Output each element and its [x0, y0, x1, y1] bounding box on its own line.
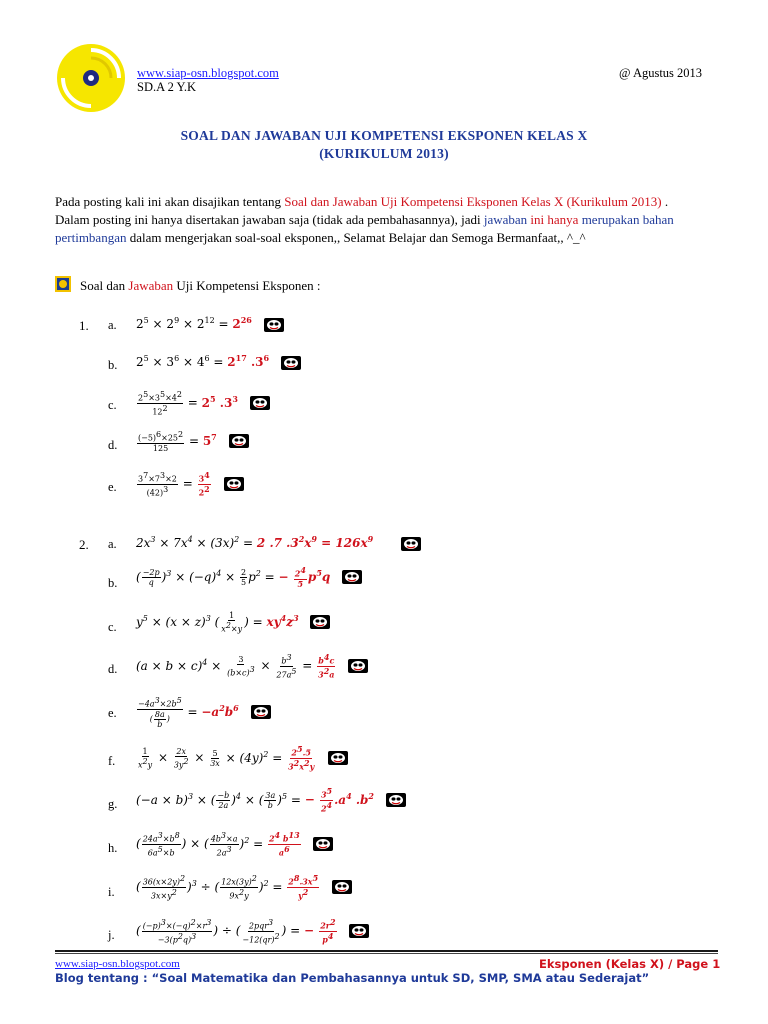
- smiley-icon: [349, 924, 369, 938]
- header-date: @ Agustus 2013: [619, 66, 703, 80]
- item-label: b.: [108, 576, 118, 590]
- section-heading-prefix: Soal dan: [80, 278, 129, 293]
- smiley-icon: [348, 659, 368, 673]
- problem-1e: $\frac{3^7\times 7^3\times 2}{(42)^3}$ = $\frac{3^4}{2^2}$: [136, 471, 244, 497]
- problem-2j: ( $\frac{(-p)^3\times(-q)^2\times r^3}{-3(p^2q)^3}$ ) ÷ ( $\frac{2pqr^3}{-12(qr)^2}$ ) = − $\frac{2r^2}{p^4}$: [136, 918, 369, 944]
- intro-highlight-link[interactable]: Soal dan Jawaban Uji Kompetensi Eksponen Kelas X (Kurikulum 2013): [284, 194, 662, 209]
- smiley-icon: [342, 570, 362, 584]
- item-label: b.: [108, 358, 118, 372]
- item-label: d.: [108, 438, 118, 452]
- smiley-icon: [264, 318, 284, 332]
- problem-number-1: 1.: [79, 318, 89, 333]
- intro-paragraph: [55, 193, 725, 247]
- item-label: d.: [108, 662, 118, 676]
- item-label: g.: [108, 797, 118, 811]
- problem-1a: $2^5 \times 2^9 \times 2^{12} = 2^{26}$: [136, 315, 284, 332]
- problem-2e: $-4a^3\times 2b^5$ ( $\frac{8a}{b}$ ) = $-a^2b^6$: [136, 696, 271, 729]
- item-label: c.: [108, 620, 117, 634]
- problem-2f: $\frac{1}{x^2y}$ × $\frac{2x}{3y^2}$ × $\frac{5}{3x}$ × $(4y)^2$ = $\frac{2^5.5}{3^2x^2y}$: [136, 745, 348, 771]
- smiley-icon: [332, 880, 352, 894]
- footer-website-link[interactable]: www.siap-osn.blogspot.com: [55, 958, 180, 970]
- smiley-icon: [386, 793, 406, 807]
- item-label: a.: [108, 537, 117, 551]
- intro-blue-1: jawaban: [483, 212, 528, 227]
- footer-divider-thin: [55, 953, 718, 954]
- problem-2h: ( $\frac{24a^3\times b^8}{6a^5\times b}$ ) × ( $\frac{4b^3\times a}{2a^3}$ )$^2$ = $\frac{2^4 b^{13}}{a^6}$: [136, 831, 333, 857]
- footer-blog-text: Blog tentang : “Soal Matematika dan Pembahasannya untuk SD, SMP, SMA atau Sederajat”: [55, 971, 650, 985]
- item-label: h.: [108, 841, 118, 855]
- item-label: e.: [108, 480, 117, 494]
- smiley-icon: [281, 356, 301, 370]
- problem-2i: ( $\frac{36(x\times 2y)^2}{3x\times y^2}$ )$^3$ ÷ ( $\frac{12x(3y)^2}{9x^2y}$ )$^2$ = $\frac{2^8.3x^5}{y^2}$: [136, 874, 352, 900]
- section-heading: [80, 278, 320, 294]
- section-heading-suffix: Uji Kompetensi Eksponen :: [173, 278, 321, 293]
- header-author: SD.A 2 Y.K: [137, 80, 197, 94]
- bullet-icon: [55, 276, 71, 292]
- item-label: j.: [108, 928, 115, 942]
- smiley-icon: [310, 615, 330, 629]
- problem-1d: $\frac{(-5)^6\times 25^2}{125}$ = $5^7$: [136, 430, 249, 453]
- section-heading-highlight: Jawaban: [128, 278, 174, 293]
- page-title: SOAL DAN JAWABAN UJI KOMPETENSI EKSPONEN KELAS X: [180, 128, 588, 143]
- problem-2d: $(a \times b \times c)^4$ × $\frac{3}{(b\times c)^3}$ × $\frac{b^3}{27a^5}$ = $\frac{b^4c}{3^2a}$: [136, 653, 368, 679]
- intro-text-end: .: [661, 194, 669, 209]
- smiley-icon: [251, 705, 271, 719]
- intro-text: Pada posting kali ini akan disajikan tentang: [55, 194, 285, 209]
- smiley-icon: [401, 537, 421, 551]
- footer-divider: [55, 950, 718, 952]
- item-label: c.: [108, 398, 117, 412]
- problem-2c: $y^5 \times (x \times z)^3$ ( $\frac{1}{x^2\times y}$ ) = $xy^4z^3$: [136, 611, 330, 634]
- problem-1b: $2^5 \times 3^6 \times 4^6 = 2^{17}$ $.3^6$: [136, 353, 301, 370]
- page-subtitle: (KURIKULUM 2013): [319, 146, 449, 161]
- smiley-icon: [328, 751, 348, 765]
- smiley-icon: [250, 396, 270, 410]
- item-label: f.: [108, 754, 116, 768]
- logo-icon: [55, 42, 127, 114]
- smiley-icon: [224, 477, 244, 491]
- problem-2g: $(-a \times b)^3$ × ( $\frac{-b}{2a}$ )$^4$ × ( $\frac{3a}{b}$ )$^5$ = − $\frac{3^5}{2^4}$ $.a^4$ $.b^2$: [136, 787, 406, 813]
- smiley-icon: [229, 434, 249, 448]
- footer-page-label: Eksponen (Kelas X) / Page 1: [539, 957, 721, 971]
- intro-text-3: dalam mengerjakan soal-soal eksponen,, Selamat Belajar dan Semoga Bermanfaat,, ^_^: [126, 230, 586, 245]
- item-label: e.: [108, 706, 117, 720]
- problem-1c: $\frac{2^5\times 3^5\times 4^2}{12^2}$ = $2^5$ $.3^3$: [136, 390, 270, 416]
- smiley-icon: [313, 837, 333, 851]
- item-label: a.: [108, 318, 117, 332]
- problem-2a: $2x^3 \times 7x^4 \times (3x)^2 = 2$ .7 $.3^2x^9 = 126x^9$: [136, 534, 421, 551]
- problem-2b: ( $\frac{-2p}{q}$ )$^3 \times (-q)^4$ × $\frac{2}{5}$ $p^2$ = − $\frac{2^4}{5}$ $p^5q$: [136, 566, 362, 589]
- intro-text-2: Dalam posting ini hanya disertakan jawaban saja (tidak ada pembahasannya), jadi: [55, 212, 484, 227]
- problem-number-2: 2.: [79, 537, 89, 552]
- intro-blue-2: merupakan bahan pertimbangan: [55, 212, 674, 245]
- intro-red: ini hanya: [527, 212, 582, 227]
- header-website-link[interactable]: www.siap-osn.blogspot.com: [137, 66, 279, 80]
- item-label: i.: [108, 885, 115, 899]
